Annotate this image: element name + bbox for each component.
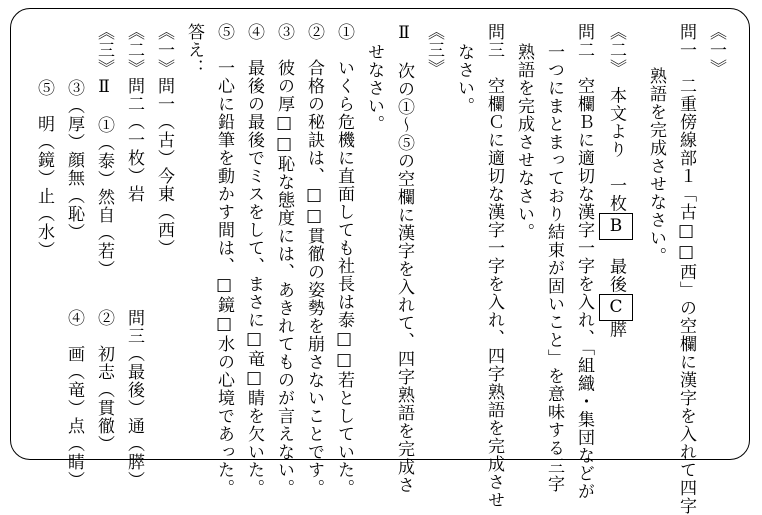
question-1-1-line-2: 熟語を完成させなさい。 bbox=[646, 67, 666, 265]
question-3-instruction-line-2: せなさい。 bbox=[364, 43, 384, 133]
item-5: ⑤ 一心に鉛筆を動かす間は、□鏡□水の心境であった。 bbox=[214, 23, 234, 497]
answer-3-4: ④ 画（竜）点（睛） bbox=[64, 309, 84, 489]
answer-3-5: ⑤ 明（鏡）止（水） bbox=[34, 79, 54, 259]
answer-2-3: 問三（最後）通（膵） bbox=[124, 309, 144, 489]
item-3: ③ 彼の厚□□恥な態度には、あきれてものが言えない。 bbox=[274, 23, 294, 497]
answer-1: 《一》問一（古）今東（西） bbox=[154, 23, 174, 257]
item-4: ④ 最後の最後でミスをして、まさに□竜□睛を欠いた。 bbox=[244, 23, 264, 497]
answer-3-1: 《三》Ⅱ ①（泰）然自（若） bbox=[94, 23, 114, 278]
blank-c-box: C bbox=[599, 294, 633, 321]
section-3-heading: 《三》 bbox=[424, 23, 444, 77]
section-2-heading bbox=[599, 23, 633, 339]
question-1-1-line-1: 問一 二重傍線部１「古□□西」の空欄に漢字を入れて四字 bbox=[676, 23, 696, 515]
item-1: ① いくら危機に直面しても社長は泰□□若としていた。 bbox=[334, 23, 354, 497]
answer-3-3: ③（厚）顔無（恥） bbox=[64, 79, 84, 241]
question-3-instruction-line-1: Ⅱ 次の①〜⑤の空欄に漢字を入れて、四字熟語を完成さ bbox=[394, 23, 414, 494]
question-2-2-line-3: 熟語を完成させなさい。 bbox=[514, 43, 534, 241]
question-2-2-line-1: 問二 空欄Ｂに適切な漢字一字を入れ、「組織・集団などが bbox=[574, 23, 594, 501]
blank-b-box: B bbox=[599, 213, 633, 240]
answer-2-2: 《二》問二（一枚）岩 bbox=[124, 23, 144, 203]
question-2-3-line-1: 問三 空欄Ｃに適切な漢字一字を入れ、四字熟語を完成させ bbox=[484, 23, 504, 509]
answers-heading: 答え： bbox=[184, 23, 204, 77]
document-card bbox=[10, 8, 750, 515]
answer-3-2: ② 初志（貫徹） bbox=[94, 309, 114, 453]
section-1-heading: 《一》 bbox=[706, 23, 726, 77]
question-2-3-line-2: なさい。 bbox=[454, 43, 474, 115]
section-2-text-after: 最後 bbox=[606, 239, 626, 294]
item-2: ② 合格の秘訣は、□□貫徹の姿勢を崩さないことです。 bbox=[304, 23, 324, 497]
section-2-text: 《二》 本文より 一枚 bbox=[606, 23, 626, 213]
section-2-text-end: 膵 bbox=[606, 320, 626, 339]
question-2-2-line-2: 一つにまとまっており結束が固いこと」を意味する三字 bbox=[544, 43, 564, 493]
